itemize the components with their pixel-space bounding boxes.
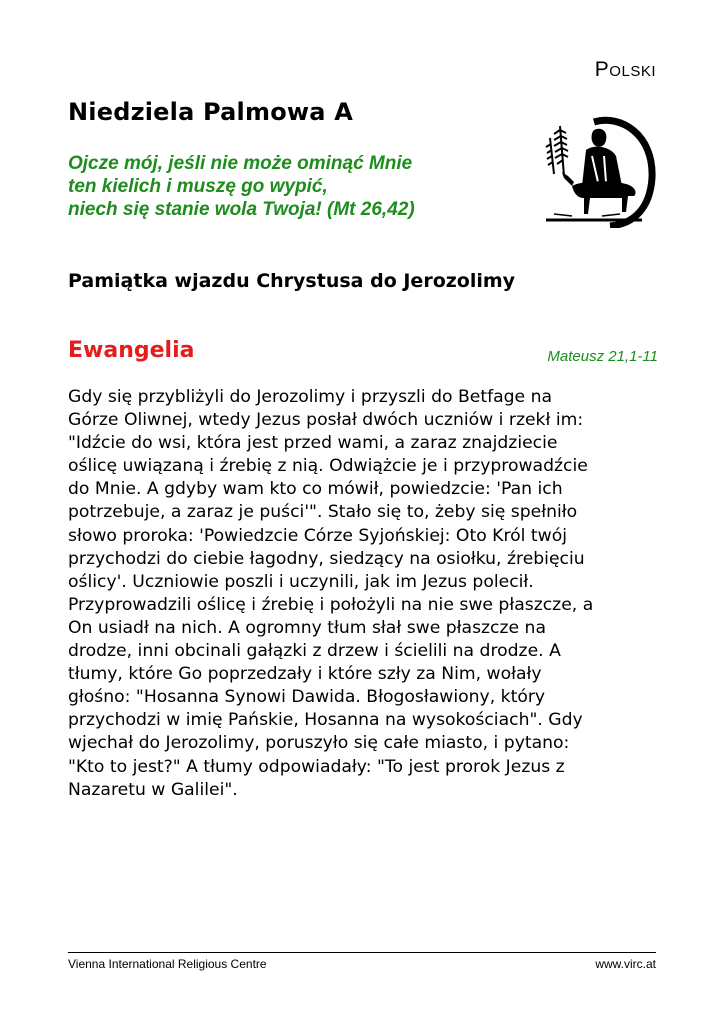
- text-line: słowo proroka: 'Powiedzcie Córze Syjońskiej: Oto Król twój: [68, 525, 567, 546]
- footer-organization: Vienna International Religious Centre: [68, 957, 267, 971]
- section-subtitle: Pamiątka wjazdu Chrystusa do Jerozolimy: [68, 270, 516, 292]
- motto-line: ten kielich i muszę go wypić,: [68, 176, 328, 197]
- text-line: Górze Oliwnej, wtedy Jezus posłał dwóch uczniów i rzekł im:: [68, 410, 584, 431]
- footer-website-link[interactable]: www.virc.at: [595, 957, 656, 971]
- text-line: przychodzi w imię Pańskie, Hosanna na wysokościach". Gdy: [68, 710, 583, 731]
- text-line: Nazaretu w Galilei".: [68, 779, 238, 800]
- language-label: Polski: [594, 58, 656, 81]
- gospel-text: [68, 386, 664, 802]
- motto-quote: [68, 152, 415, 221]
- text-line: drodze, inni obcinali gałązki z drzew i ścielili na drodze. A: [68, 641, 561, 662]
- gospel-heading: Ewangelia: [68, 338, 195, 363]
- footer-divider: [68, 952, 656, 953]
- text-line: do Mnie. A gdyby wam kto co mówił, powiedzcie: 'Pan ich: [68, 479, 563, 500]
- text-line: Przyprowadzili oślicę i źrebię i położyli na nie swe płaszcze, a: [68, 594, 594, 615]
- text-line: potrzebuje, a zaraz je puści'". Stało się to, żeby się spełniło: [68, 502, 578, 523]
- scripture-reference: Mateusz 21,1-11: [547, 348, 658, 365]
- page-title: Niedziela Palmowa A: [68, 98, 353, 126]
- text-line: tłumy, które Go poprzedzały i które szły za Nim, wołały: [68, 664, 542, 685]
- text-line: "Kto to jest?" A tłumy odpowiadały: "To jest prorok Jezus z: [68, 756, 565, 777]
- text-line: Gdy się przybliżyli do Jerozolimy i przyszli do Betfage na: [68, 387, 553, 407]
- text-line: wjechał do Jerozolimy, poruszyło się całe miasto, i pytano:: [68, 733, 570, 754]
- text-line: głośno: "Hosanna Synowi Dawida. Błogosławiony, który: [68, 687, 546, 708]
- motto-line: Ojcze mój, jeśli nie może ominąć Mnie: [68, 153, 413, 174]
- palm-sunday-illustration: [542, 116, 660, 228]
- text-line: oślicę uwiązaną i źrebię z nią. Odwiążcie je i przyprowadźcie: [68, 456, 588, 477]
- text-line: przychodzi do ciebie łagodny, siedzący na osiołku, źrebięciu: [68, 548, 585, 569]
- text-line: oślicy'. Uczniowie poszli i uczynili, jak im Jezus polecił.: [68, 571, 534, 592]
- motto-line: niech się stanie wola Twoja! (Mt 26,42): [68, 199, 415, 220]
- text-line: On usiadł na nich. A ogromny tłum słał swe płaszcze na: [68, 617, 546, 638]
- text-line: "Idźcie do wsi, która jest przed wami, a zaraz znajdziecie: [68, 433, 558, 454]
